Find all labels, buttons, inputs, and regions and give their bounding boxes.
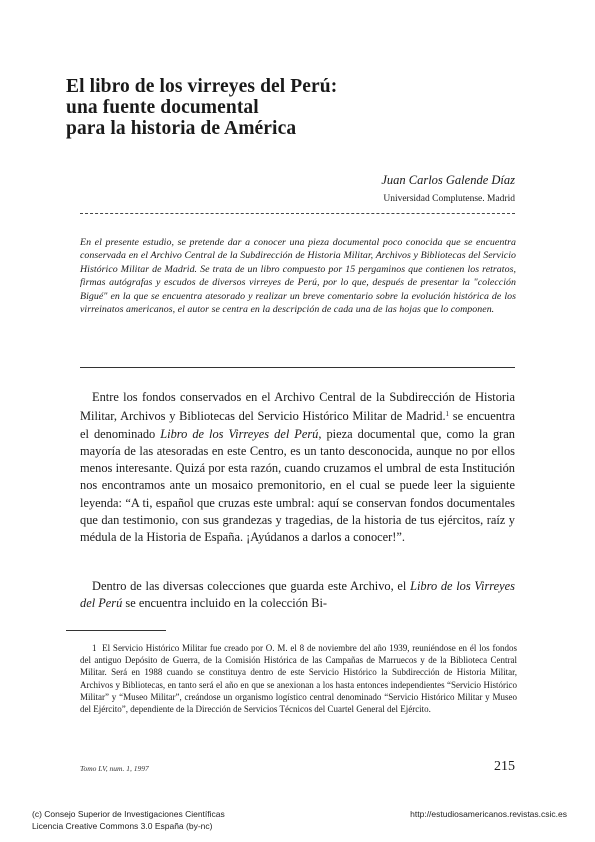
- footnote-text: El Servicio Histórico Militar fue creado por O. M. el 8 de noviembre del año 1939, reuniéndose en él los fondos del antiguo Depósito de Guerra, de la Comisión Histórica de las Campañas de Marruecos y de la Biblioteca Central Militar. Será en 1988 cuando se constituya dentro de este Servicio Histórico la Subdirección de Historia Militar, Archivos y Bibliotecas, en tanto será el año en que se anexionan a los hasta entonces independientes “Servicio Histórico Militar” y “Museo Militar”, creándose un organismo logístico central denominado “Servicio Histórico Militar y Museo del Ejército”, dependiente de la Dirección de Servicios Técnicos del Cuartel General del Ejército.: [80, 643, 517, 715]
- body-paragraph-1: [80, 389, 515, 547]
- title-line-1: El libro de los virreyes del Perú:: [66, 76, 338, 97]
- journal-reference: Tomo LV, num. 1, 1997: [80, 764, 149, 773]
- license-line-2: Licencia Creative Commons 3.0 España (by-nc): [32, 821, 213, 831]
- page-number: 215: [494, 759, 515, 774]
- author-affiliation: Universidad Complutense. Madrid: [383, 194, 515, 204]
- body-text: se encuentra el denominado: [80, 409, 515, 441]
- article-title: [66, 76, 526, 139]
- body-text: Dentro de las diversas colecciones que guarda este Archivo, el: [92, 579, 411, 593]
- license-line-1: (c) Consejo Superior de Investigaciones Científicas: [32, 809, 225, 819]
- body-text: se encuentra incluido en la colección Bi-: [122, 596, 328, 611]
- license-notice: [32, 808, 225, 832]
- body-paragraph-2: [80, 578, 515, 613]
- journal-url[interactable]: http://estudiosamericanos.revistas.csic.es: [410, 809, 567, 819]
- abstract-divider: [80, 367, 515, 368]
- title-line-3: para la historia de América: [66, 118, 297, 139]
- body-text: , pieza documental que, como la gran mayoría de las atesoradas en este Centro, es un tanto desconocida, aunque no por ellos menos interesante. Quizá por esta razón, cuando cruzamos el umbral de esta Institución nos encontramos ante un mosaico premonitorio, en el cual se puede leer la siguiente leyenda: “A ti, español que cruzas este umbral: aquí se conservan fondos documentales que dan testimonio, con sus grandezas y tragedias, de la historia de tus ejércitos, raíz y médula de la Historia de España. ¡Ayúdanos a darlos a conocer!”.: [80, 426, 515, 545]
- header-divider: [80, 213, 515, 214]
- footnote-number: 1: [92, 643, 97, 653]
- title-line-2: una fuente documental: [66, 97, 259, 118]
- footnote-reference: 1: [445, 410, 450, 419]
- footnote-divider: [66, 630, 166, 631]
- body-text: Entre los fondos conservados en el Archivo Central de la Subdirección de Historia Militar, Archivos y Bibliotecas del Servicio Histórico Militar de Madrid.: [80, 390, 515, 424]
- abstract: En el presente estudio, se pretende dar a conocer una pieza documental poco conocida que se encuentra conservada en el Archivo Central de la Subdirección de Historia Militar, Archivos y Bibliotecas del Servicio Histórico Militar de Madrid. Se trata de un libro compuesto por 15 pergaminos que contienen los retratos, firmas autógrafas y escudos de diversos virreyes de Perú, por lo que, después de presentar la "colección Bigué" en la que se encuentra atesorado y realizar un breve comentario sobre la evolución histórica de los virreinatos americanos, el autor se centra en la descripción de cada una de las hojas que lo componen.: [80, 237, 516, 316]
- book-title: Libro de los Virreyes del Perú: [160, 426, 319, 441]
- book-title: Libro de los Virreyes del Perú: [80, 579, 515, 611]
- footnote: [80, 642, 517, 715]
- author-name: Juan Carlos Galende Díaz: [381, 173, 515, 187]
